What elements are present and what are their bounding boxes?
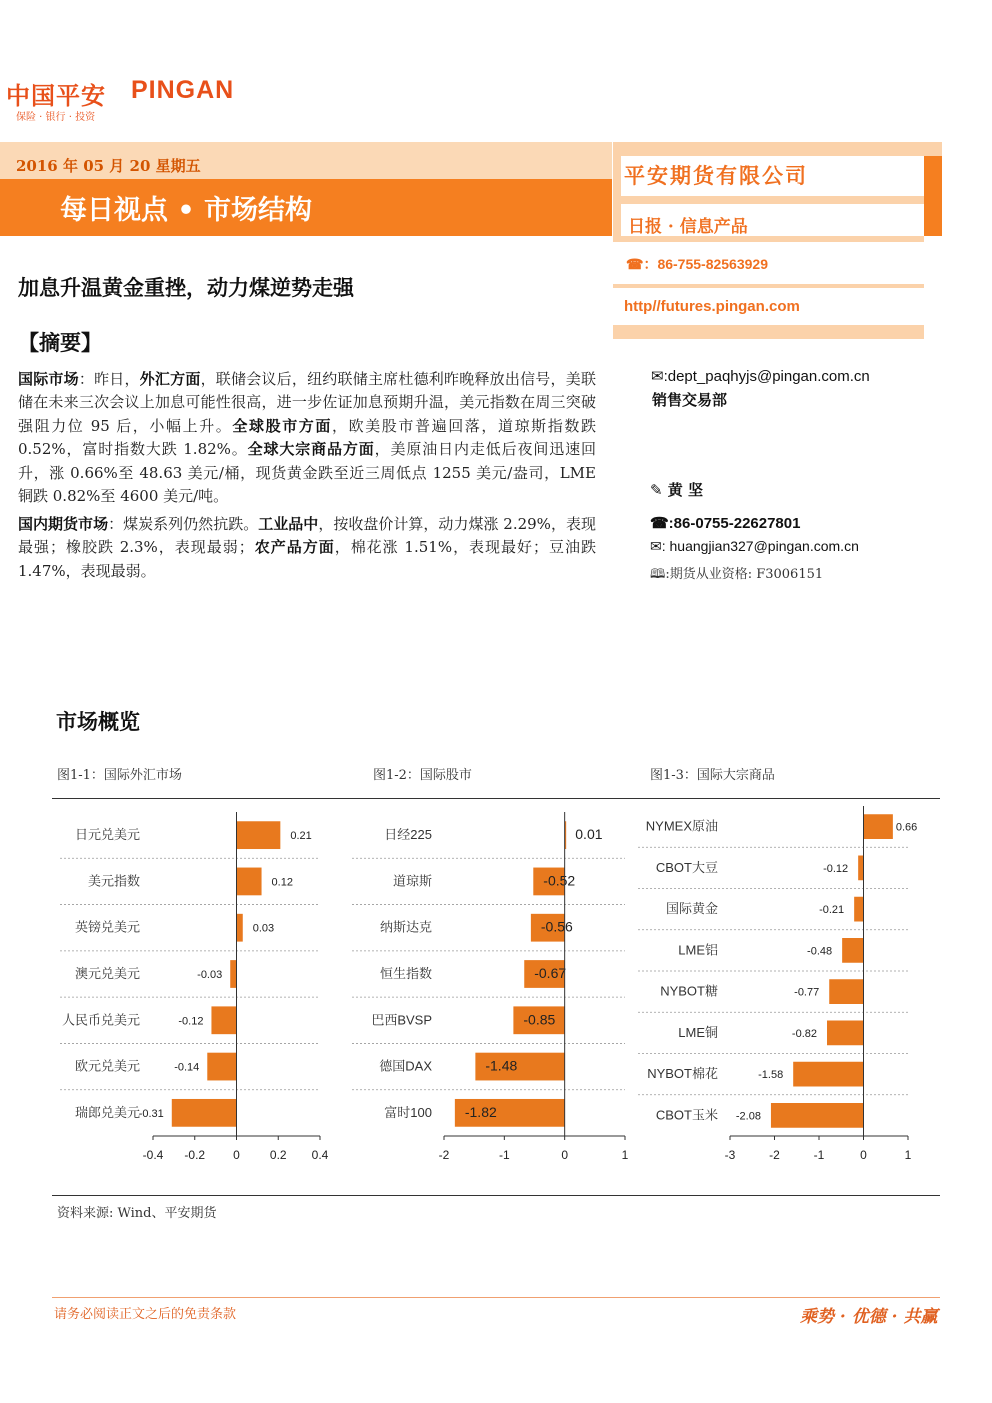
- bar: [829, 979, 863, 1004]
- category-label: 英镑兑美元: [74, 919, 140, 935]
- data-label: -1.82: [464, 1103, 497, 1120]
- x-tick-label: -1: [498, 1148, 510, 1162]
- info-box-accent: [924, 156, 942, 236]
- x-tick-label: -2: [769, 1148, 780, 1162]
- category-label: 澳元兑美元: [74, 966, 140, 981]
- category-label: 巴西BVSP: [371, 1012, 432, 1028]
- category-label: LME铜: [678, 1024, 718, 1040]
- data-label: -0.77: [794, 986, 820, 999]
- bar: [237, 914, 243, 942]
- info-box-divider: [621, 196, 924, 204]
- data-label: -1.58: [758, 1069, 784, 1082]
- category-label: 日经225: [384, 827, 432, 843]
- summary-heading: 【摘要】: [18, 331, 102, 355]
- category-label: 国际黄金: [665, 901, 718, 917]
- report-title: 每日视点 • 市场结构: [60, 195, 313, 226]
- x-tick-label: 0.4: [311, 1148, 329, 1162]
- bar: [211, 1006, 236, 1034]
- charts-svg: [52, 800, 940, 1194]
- analyst-cert: 🕮:期货从业资格: F3006151: [650, 567, 824, 582]
- data-label: -0.21: [819, 904, 845, 917]
- data-source: 资料来源: Wind、平安期货: [57, 1206, 217, 1221]
- logo-subtitle: 保险 · 银行 · 投资: [16, 112, 96, 123]
- x-tick-label: 1: [621, 1148, 629, 1162]
- dept-name: 销售交易部: [652, 391, 728, 409]
- chart-top-rule: [52, 798, 940, 799]
- bar: [230, 960, 236, 988]
- category-label: 美元指数: [87, 873, 140, 889]
- category-label: 德国DAX: [379, 1058, 432, 1074]
- bar: [864, 814, 893, 839]
- chart-title-stocks: 图1-2：国际股市: [373, 768, 472, 783]
- x-tick-label: -3: [724, 1148, 736, 1162]
- category-label: 人民币兑美元: [61, 1012, 140, 1028]
- category-label: 富时100: [384, 1104, 432, 1120]
- x-tick-label: -0.2: [184, 1148, 206, 1162]
- category-label: CBOT大豆: [655, 859, 718, 875]
- category-label: LME铝: [678, 942, 718, 958]
- data-label: -1.48: [485, 1057, 518, 1074]
- data-label: -0.12: [823, 862, 849, 875]
- bar: [207, 1053, 236, 1081]
- summary-paragraph-domestic: 国内期货市场：煤炭系列仍然抗跌。工业品中，按收盘价计算，动力煤涨 2.29%，表现最强；橡胶跌 2.3%，表现最弱；农产品方面，棉花涨 1.51%，表现最好；豆油跌 1.47%，表现最弱。: [18, 515, 596, 580]
- bar: [842, 938, 863, 963]
- logo-cn: 中国平安: [6, 82, 106, 110]
- data-label: 0.21: [290, 830, 312, 843]
- info-divider: [613, 325, 924, 339]
- x-tick-label: 0.2: [269, 1148, 287, 1162]
- data-label: -0.03: [197, 969, 223, 981]
- bar: [172, 1099, 237, 1127]
- data-label: -2.08: [735, 1110, 761, 1123]
- data-label: 0.12: [271, 876, 293, 889]
- x-tick-label: 1: [904, 1148, 912, 1162]
- footer-rule: [52, 1297, 940, 1298]
- category-label: 恒生指数: [379, 966, 432, 981]
- chart-fx: [60, 812, 329, 1162]
- analyst-phone: ☎:86-0755-22627801: [650, 515, 801, 532]
- chart-bottom-rule: [52, 1195, 940, 1196]
- info-box-frame: [613, 142, 942, 156]
- category-label: 瑞郎兑美元: [74, 1104, 140, 1120]
- analyst-name: ✎ 黄 坚: [650, 481, 704, 499]
- company-name: 平安期货有限公司: [624, 163, 808, 188]
- bar: [858, 856, 863, 881]
- category-label: 日元兑美元: [74, 827, 140, 843]
- company-phone: ☎：86-755-82563929: [626, 256, 768, 272]
- chart-title-fx: 图1-1：国际外汇市场: [57, 768, 182, 783]
- x-tick-label: 0: [860, 1148, 867, 1162]
- bar: [237, 821, 281, 849]
- category-label: NYMEX原油: [645, 818, 718, 834]
- category-label: NYBOT棉花: [647, 1066, 718, 1082]
- info-box-frame: [613, 156, 621, 236]
- x-tick-label: -0.4: [142, 1148, 164, 1162]
- report-type: 日报 · 信息产品: [628, 217, 748, 237]
- category-label: CBOT玉米: [655, 1107, 718, 1123]
- data-label: -0.31: [138, 1107, 164, 1120]
- bar: [771, 1103, 864, 1128]
- chart-commodities: [638, 806, 917, 1162]
- data-label: -0.85: [523, 1011, 556, 1028]
- data-label: -0.56: [540, 918, 573, 935]
- logo-en: PINGAN: [131, 76, 235, 104]
- summary-paragraph-intl: 国际市场：昨日，外汇方面，联储会议后，纽约联储主席杜德利昨晚释放出信号，美联储在未来三次会议上加息可能性很高，进一步佐证加息预期升温，美元指数在周三突破强阻力位 95 后，小幅上升。全球股市方面，欧美股市普遍回落，道琼斯指数跌 0.52%，富时指数大跌 1.82%。全球大宗商品方面，美原油日内走低后夜间迅速回升，涨 0.66%至 48.63 美元/桶，现货黄金跌至近三周低点 1255 美元/盎司，LME 铜跌 0.82%至 4600 美元/吨。: [18, 370, 596, 506]
- x-tick-label: 0: [233, 1148, 240, 1162]
- data-label: -0.48: [807, 945, 833, 958]
- overview-heading: 市场概览: [56, 710, 140, 734]
- company-url[interactable]: http//futures.pingan.com: [624, 298, 800, 315]
- category-label: 道琼斯: [392, 873, 432, 889]
- data-label: 0.01: [575, 826, 603, 843]
- bar: [854, 897, 863, 922]
- x-tick-label: -2: [438, 1148, 450, 1162]
- analyst-email[interactable]: ✉: huangjian327@pingan.com.cn: [650, 538, 859, 554]
- data-label: -0.12: [178, 1015, 204, 1028]
- headline: 加息升温黄金重挫，动力煤逆势走强: [18, 276, 354, 300]
- data-label: -0.67: [534, 965, 567, 981]
- disclaimer[interactable]: 请务必阅读正文之后的免责条款: [54, 1307, 237, 1322]
- category-label: 纳斯达克: [379, 919, 432, 935]
- chart-title-commodities: 图1-3：国际大宗商品: [650, 768, 775, 783]
- data-label: -0.14: [174, 1061, 200, 1074]
- bar: [827, 1021, 863, 1046]
- data-label: -0.82: [791, 1027, 818, 1040]
- slogan: 乘势 · 优德 · 共赢: [800, 1307, 938, 1327]
- data-label: 0.03: [252, 922, 275, 935]
- dept-email[interactable]: ✉:dept_paqhyjs@pingan.com.cn: [651, 368, 870, 385]
- data-label: -0.52: [543, 872, 576, 889]
- x-tick-label: 0: [561, 1148, 569, 1162]
- bar: [237, 868, 262, 896]
- data-label: 0.66: [895, 821, 918, 834]
- report-date: 2016 年 05 月 20 星期五: [16, 157, 201, 175]
- category-label: NYBOT糖: [660, 983, 718, 999]
- info-divider: [613, 284, 924, 288]
- bar: [793, 1062, 863, 1087]
- x-tick-label: -1: [813, 1148, 825, 1162]
- category-label: 欧元兑美元: [74, 1058, 140, 1074]
- chart-stocks: [352, 812, 629, 1162]
